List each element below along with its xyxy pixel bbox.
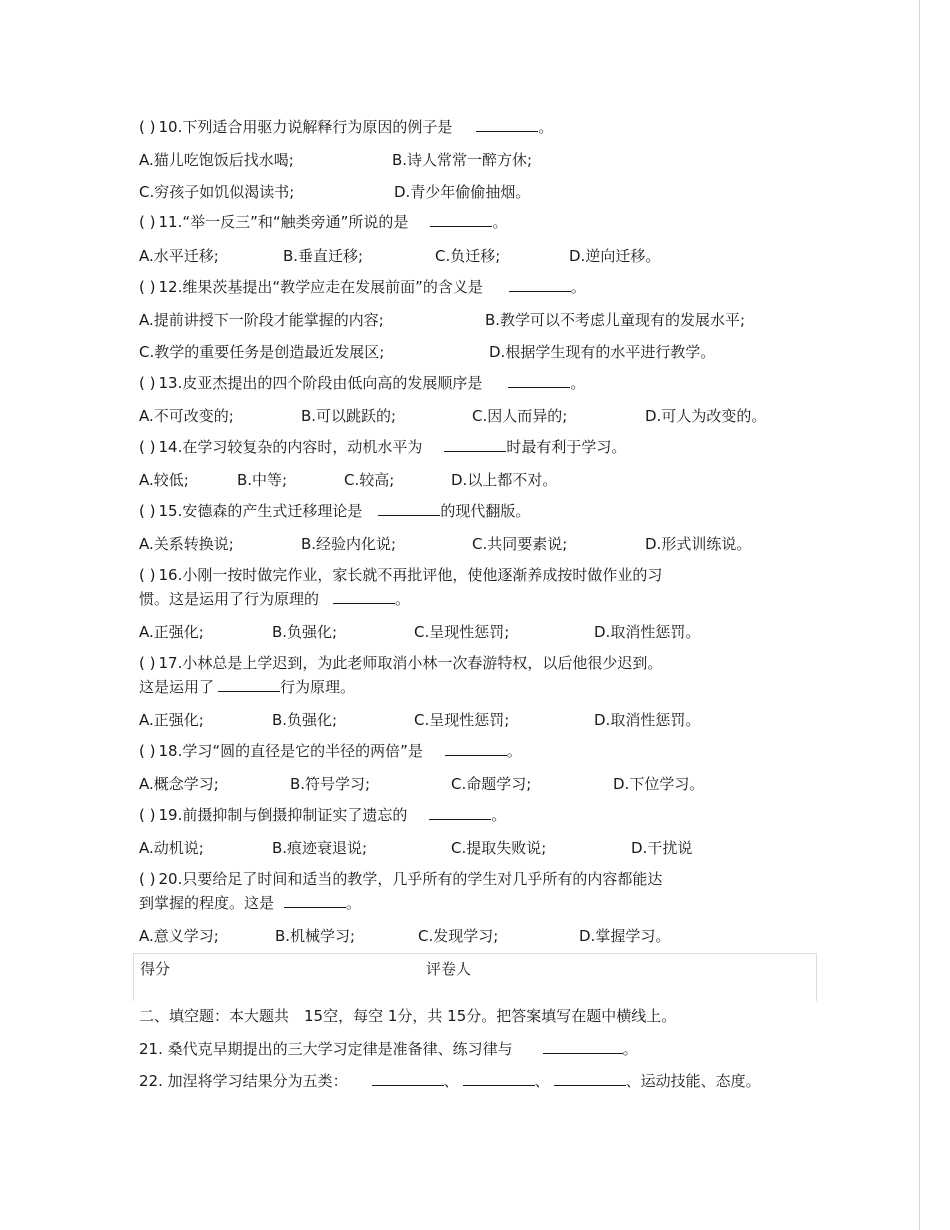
option-b: B.符号学习;: [290, 775, 371, 793]
question-number: 19: [158, 806, 178, 824]
question-stem: .小林总是上学迟到，为此老师取消小林一次春游特权，以后他很少迟到。: [177, 654, 663, 672]
question-number: 16: [158, 566, 178, 584]
question-20: [139, 869, 662, 889]
question-stem: .下列适合用驱力说解释行为原因的例子是: [177, 118, 453, 136]
option-d: D.逆向迁移。: [569, 247, 661, 265]
question-number: 15: [158, 502, 178, 520]
option-d: D.青少年偷偷抽烟。: [394, 183, 531, 201]
question-16-line2: [139, 589, 410, 609]
question-tail: 。: [570, 374, 586, 392]
question-stem-continued: 到掌握的程度。这是: [139, 894, 275, 912]
option-d: D.根据学生现有的水平进行教学。: [489, 343, 716, 361]
option-b: B.经验内化说;: [301, 535, 397, 553]
answer-paren: ( ): [139, 502, 156, 520]
question-tail: 的现代翻版。: [440, 502, 531, 520]
question-17: [139, 653, 662, 673]
question-stem: .小刚一按时做完作业，家长就不再批评他，使他逐渐养成按时做作业的习: [177, 566, 663, 584]
answer-paren: ( ): [139, 118, 156, 136]
question-18: [139, 741, 522, 761]
question-11: [139, 212, 507, 232]
question-stem: .维果茨基提出“教学应走在发展前面”的含义是: [177, 278, 483, 296]
question-22: [139, 1071, 761, 1091]
answer-blank: [333, 589, 395, 604]
answer-paren: ( ): [139, 654, 156, 672]
option-b: B.教学可以不考虑儿童现有的发展水平;: [485, 311, 746, 329]
option-b: B.负强化;: [272, 623, 338, 641]
question-stem: .前摄抑制与倒摄抑制证实了遗忘的: [177, 806, 408, 824]
answer-paren: ( ): [139, 278, 156, 296]
option-c: C.教学的重要任务是创造最近发展区;: [139, 343, 385, 361]
answer-blank: [284, 893, 346, 908]
option-d: D.形式训练说。: [645, 535, 752, 553]
question-tail: 。: [622, 1040, 638, 1058]
option-d: D.取消性惩罚。: [594, 623, 701, 641]
option-d: D.可人为改变的。: [645, 407, 767, 425]
question-10: [139, 117, 553, 137]
option-b: B.垂直迁移;: [283, 247, 364, 265]
question-tail: 。: [506, 742, 522, 760]
question-13: [139, 373, 585, 393]
question-tail: 、运动技能、态度。: [625, 1072, 761, 1090]
page-edge-line: [919, 0, 920, 1230]
option-c: C.穷孩子如饥似渴读书;: [139, 183, 295, 201]
answer-paren: ( ): [139, 742, 156, 760]
option-c: C.发现学习;: [418, 927, 499, 945]
question-15: [139, 501, 530, 521]
question-stem: .只要给足了时间和适当的教学，几乎所有的学生对几乎所有的内容都能达: [177, 870, 663, 888]
grader-label: 评卷人: [426, 960, 472, 978]
answer-blank: [509, 277, 571, 292]
option-a: A.关系转换说;: [139, 535, 234, 553]
question-20-line2: [139, 893, 361, 913]
question-stem: 21. 桑代克早期提出的三大学习定律是准备律、练习律与: [139, 1040, 513, 1058]
option-d: D.取消性惩罚。: [594, 711, 701, 729]
question-number: 10: [158, 118, 178, 136]
answer-paren: ( ): [139, 870, 156, 888]
question-21: [139, 1039, 638, 1059]
question-tail: 。: [570, 278, 586, 296]
question-tail: 。: [492, 213, 508, 231]
question-tail: 。: [491, 806, 507, 824]
question-stem: 22. 加涅将学习结果分为五类：: [139, 1072, 348, 1090]
option-c: C.共同要素说;: [472, 535, 568, 553]
option-c: C.提取失败说;: [451, 839, 547, 857]
answer-blank: [543, 1039, 623, 1054]
option-b: B.中等;: [237, 471, 288, 489]
question-number: 11: [158, 213, 178, 231]
option-c: C.呈现性惩罚;: [414, 623, 510, 641]
question-14: [139, 437, 626, 457]
option-b: B.负强化;: [272, 711, 338, 729]
question-number: 13: [158, 374, 178, 392]
answer-paren: ( ): [139, 213, 156, 231]
question-stem: .安德森的产生式迁移理论是: [177, 502, 363, 520]
option-b: B.可以跳跃的;: [301, 407, 397, 425]
option-d: D.掌握学习。: [579, 927, 671, 945]
option-a: A.正强化;: [139, 623, 204, 641]
question-12: [139, 277, 586, 297]
option-c: C.较高;: [344, 471, 395, 489]
answer-blank-3: [554, 1071, 626, 1086]
question-number: 18: [158, 742, 178, 760]
question-number: 17: [158, 654, 178, 672]
question-stem-continued: 惯。这是运用了行为原理的: [139, 590, 320, 608]
option-a: A.概念学习;: [139, 775, 219, 793]
answer-blank-1: [372, 1071, 444, 1086]
question-stem: .“举一反三”和“触类旁通”所说的是: [177, 213, 409, 231]
option-c: C.负迁移;: [435, 247, 501, 265]
question-17-line2: [139, 677, 355, 697]
question-number: 12: [158, 278, 178, 296]
answer-blank: [444, 437, 506, 452]
option-d: D.下位学习。: [613, 775, 705, 793]
option-c: C.命题学习;: [451, 775, 532, 793]
option-a: A.猫儿吃饱饭后找水喝;: [139, 151, 294, 169]
answer-blank: [378, 501, 440, 516]
option-a: A.水平迁移;: [139, 247, 219, 265]
answer-blank: [508, 373, 570, 388]
option-a: A.正强化;: [139, 711, 204, 729]
separator: 、: [534, 1072, 550, 1090]
question-16: [139, 565, 662, 585]
answer-blank: [476, 117, 538, 132]
question-number: 20: [158, 870, 178, 888]
answer-blank-2: [463, 1071, 535, 1086]
question-stem: .在学习较复杂的内容时，动机水平为: [177, 438, 423, 456]
question-stem: .学习“圆的直径是它的半径的两倍”是: [177, 742, 423, 760]
option-c: C.呈现性惩罚;: [414, 711, 510, 729]
answer-blank: [429, 805, 491, 820]
question-tail: 。: [538, 118, 554, 136]
option-b: B.痕迹衰退说;: [272, 839, 368, 857]
option-b: B.机械学习;: [275, 927, 356, 945]
answer-paren: ( ): [139, 374, 156, 392]
question-number: 14: [158, 438, 178, 456]
answer-paren: ( ): [139, 566, 156, 584]
option-d: D.以上都不对。: [451, 471, 558, 489]
question-stem: .皮亚杰提出的四个阶段由低向高的发展顺序是: [177, 374, 483, 392]
option-a: A.意义学习;: [139, 927, 219, 945]
question-stem-continued: 这是运用了: [139, 678, 215, 696]
answer-blank: [445, 741, 507, 756]
option-a: A.不可改变的;: [139, 407, 234, 425]
option-c: C.因人而异的;: [472, 407, 568, 425]
question-tail: 。: [346, 894, 362, 912]
separator: 、: [443, 1072, 459, 1090]
option-a: A.提前讲授下一阶段才能掌握的内容;: [139, 311, 384, 329]
answer-paren: ( ): [139, 438, 156, 456]
score-label: 得分: [140, 960, 171, 978]
option-a: A.动机说;: [139, 839, 204, 857]
question-tail: 时最有利于学习。: [506, 438, 627, 456]
answer-paren: ( ): [139, 806, 156, 824]
question-tail: 。: [395, 590, 411, 608]
section-heading: 二、填空题：本大题共 15空，每空 1分，共 15分。把答案填写在题中横线上。: [139, 1007, 677, 1025]
option-d: D.干扰说: [631, 839, 693, 857]
question-19: [139, 805, 506, 825]
option-a: A.较低;: [139, 471, 189, 489]
answer-blank: [430, 212, 492, 227]
question-tail: 行为原理。: [280, 678, 356, 696]
answer-blank: [218, 677, 280, 692]
score-box: [133, 953, 817, 1001]
option-b: B.诗人常常一醉方休;: [392, 151, 533, 169]
